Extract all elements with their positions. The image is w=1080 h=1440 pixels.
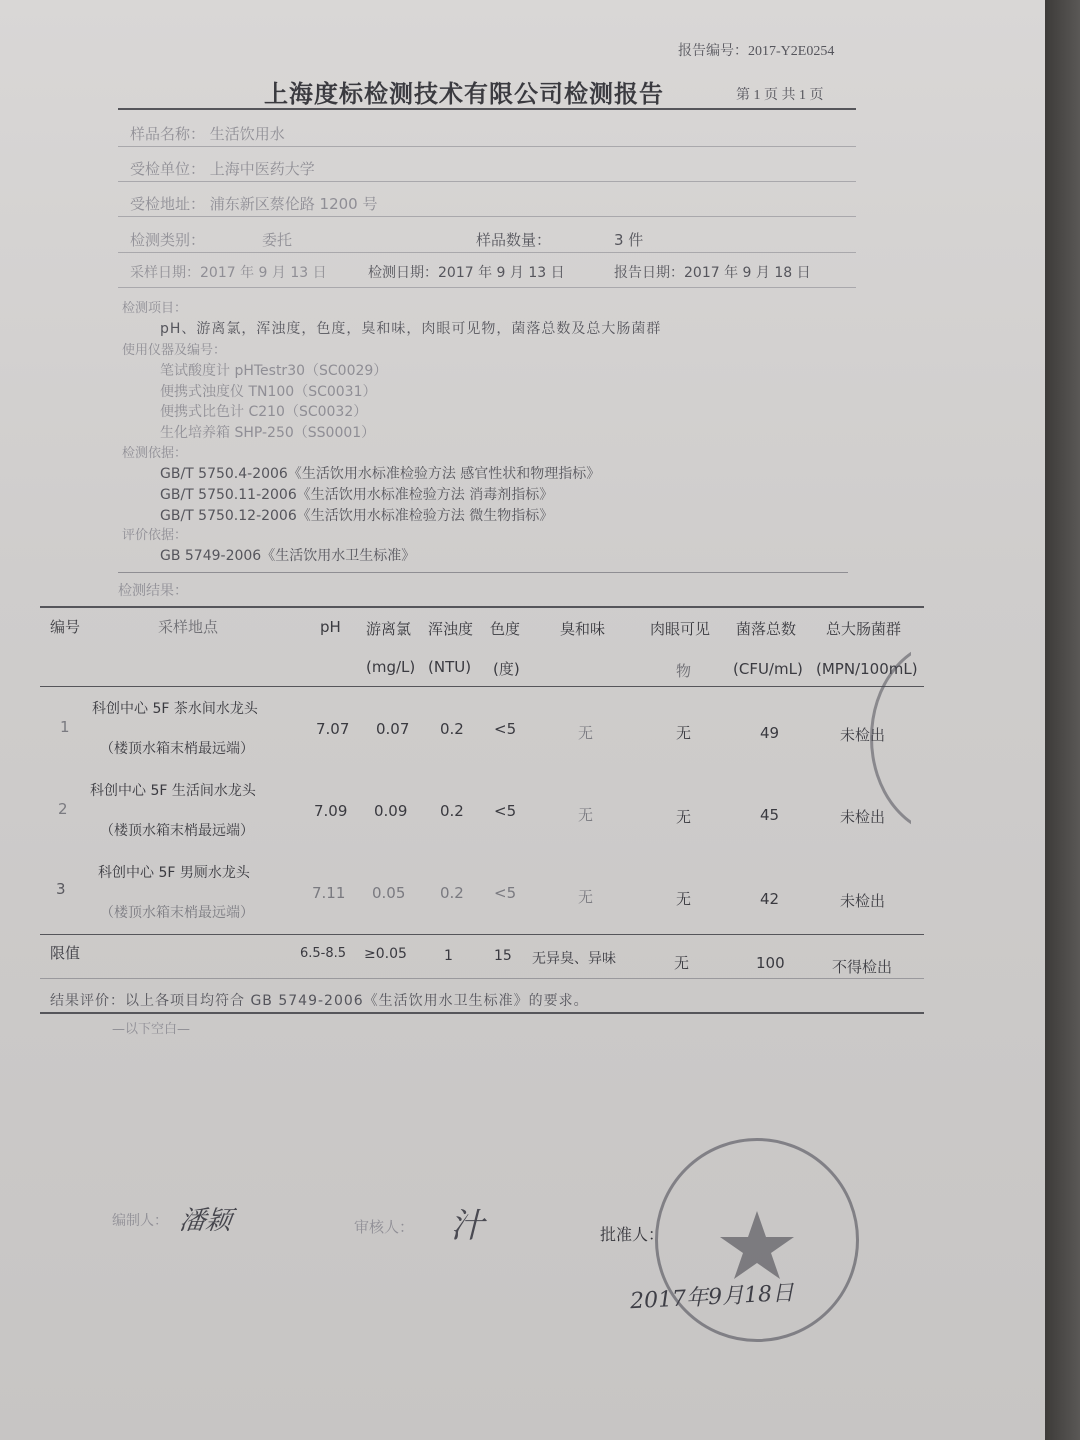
page-info: 第 1 页 共 1 页 (736, 88, 824, 103)
limit-odor: 无异臭、异味 (532, 951, 616, 967)
row-turbidity: 0.2 (440, 802, 464, 820)
client-name: 受检单位： 上海中医药大学 (130, 160, 315, 178)
approved-label: 批准人： (600, 1225, 665, 1244)
col-odor: 臭和味 (560, 620, 606, 638)
col-chlorine: 游离氯 (366, 620, 412, 638)
method-item: GB/T 5750.12-2006《生活饮用水标准检验方法 微生物指标》 (160, 508, 554, 524)
limit-coliform: 不得检出 (832, 958, 893, 976)
row-no: 2 (58, 800, 68, 818)
row-visible: 无 (676, 724, 692, 742)
row-colony: 42 (760, 890, 780, 908)
evaluation-basis-text: GB 5749-2006《生活饮用水卫生标准》 (160, 548, 416, 564)
items-label: 检测项目： (122, 301, 188, 316)
col-color-unit: (度) (493, 660, 520, 678)
col-turbidity: 浑浊度 (428, 620, 474, 638)
row-ph: 7.07 (316, 720, 350, 738)
row-location-note: （楼顶水箱末梢最远端） (100, 741, 254, 757)
row-ph: 7.11 (312, 884, 346, 902)
reviewed-label: 审核人： (354, 1218, 415, 1236)
sample-qty-label: 样品数量： (476, 231, 552, 249)
methods-label: 检测依据： (122, 446, 188, 461)
row-location-note: （楼顶水箱末梢最远端） (100, 905, 254, 921)
company-seal (655, 1138, 859, 1342)
items-text: pH、游离氯，浑浊度，色度，臭和味，肉眼可见物，菌落总数及总大肠菌群 (160, 321, 662, 337)
method-item: GB/T 5750.11-2006《生活饮用水标准检验方法 消毒剂指标》 (160, 487, 554, 503)
col-ph: pH (320, 618, 341, 636)
rule (118, 146, 856, 147)
row-location-note: （楼顶水箱末梢最远端） (100, 823, 254, 839)
instruments-label: 使用仪器及编号： (122, 343, 227, 358)
conclusion: 结果评价：以上各项目均符合 GB 5749-2006《生活饮用水卫生标准》的要求。 (50, 993, 589, 1009)
limits-label: 限值 (50, 944, 81, 962)
test-type-label: 检测类别： (130, 231, 206, 249)
instrument-item: 便携式比色计 C210（SC0032） (160, 404, 368, 420)
report-number: 报告编号：2017-Y2E0254 (678, 44, 835, 59)
rule (118, 216, 856, 217)
row-color: <5 (494, 720, 517, 738)
row-colony: 45 (760, 806, 780, 824)
client-address: 受检地址： 浦东新区蔡伦路 1200 号 (130, 195, 378, 213)
row-location: 科创中心 5F 生活间水龙头 (90, 783, 256, 799)
limits-top-rule (40, 934, 924, 935)
row-color: <5 (494, 884, 517, 902)
sample-qty-value: 3 件 (614, 231, 644, 249)
prepared-signature: 潘颖 (177, 1206, 234, 1236)
rule (118, 572, 848, 573)
col-coliform: 总大肠菌群 (826, 620, 902, 638)
sample-name: 样品名称： 生活饮用水 (130, 125, 285, 143)
prepared-label: 编制人： (112, 1213, 168, 1229)
limit-color: 15 (494, 948, 512, 964)
limits-bottom-rule (40, 978, 924, 979)
company-seal-partial (870, 640, 1026, 836)
row-turbidity: 0.2 (440, 884, 464, 902)
report-date: 报告日期：2017 年 9 月 18 日 (614, 265, 811, 281)
instrument-item: 笔试酸度计 pHTestr30（SC0029） (160, 363, 388, 379)
row-odor: 无 (578, 724, 594, 742)
col-visible: 肉眼可见 (650, 620, 711, 638)
row-ph: 7.09 (314, 802, 348, 820)
row-no: 3 (56, 880, 66, 898)
row-location: 科创中心 5F 茶水间水龙头 (92, 701, 258, 717)
table-top-rule (40, 606, 924, 608)
row-location: 科创中心 5F 男厕水龙头 (98, 865, 250, 881)
row-chlorine: 0.07 (376, 720, 410, 738)
row-color: <5 (494, 802, 517, 820)
limit-colony: 100 (756, 954, 785, 972)
row-visible: 无 (676, 808, 692, 826)
col-visible-2: 物 (676, 662, 692, 680)
test-type-value: 委托 (262, 231, 293, 249)
evaluation-basis-label: 评价依据： (122, 528, 188, 543)
rule (118, 252, 856, 253)
col-no: 编号 (50, 618, 81, 636)
row-chlorine: 0.09 (374, 802, 408, 820)
header-rule (40, 686, 924, 687)
col-color: 色度 (490, 620, 521, 638)
limit-ph: 6.5-8.5 (300, 946, 347, 961)
limit-chlorine: ≥0.05 (364, 946, 407, 962)
reviewed-signature: 汁 (450, 1206, 484, 1246)
blank-note: —以下空白— (112, 1022, 191, 1037)
report-title: 上海度标检测技术有限公司检测报告 (264, 80, 664, 108)
col-coliform-unit: (MPN/100mL) (816, 660, 918, 678)
instrument-item: 生化培养箱 SHP-250（SS0001） (160, 425, 376, 441)
col-turbidity-unit: (NTU) (428, 658, 472, 676)
sampling-date: 采样日期：2017 年 9 月 13 日 (130, 265, 327, 281)
method-item: GB/T 5750.4-2006《生活饮用水标准检验方法 感官性状和物理指标》 (160, 466, 601, 482)
row-odor: 无 (578, 806, 594, 824)
seal-star-icon (658, 1141, 856, 1339)
row-colony: 49 (760, 724, 780, 742)
limit-turbidity: 1 (444, 948, 453, 964)
results-label: 检测结果： (118, 583, 188, 599)
approval-date: 2017年9月18日 (629, 1280, 795, 1315)
row-chlorine: 0.05 (372, 884, 406, 902)
col-chlorine-unit: (mg/L) (366, 658, 416, 676)
row-odor: 无 (578, 888, 594, 906)
col-location: 采样地点 (158, 618, 219, 636)
row-visible: 无 (676, 890, 692, 908)
row-coliform: 未检出 (840, 892, 886, 910)
limit-visible: 无 (674, 954, 690, 972)
row-coliform: 未检出 (840, 808, 886, 826)
row-no: 1 (60, 718, 70, 736)
rule (118, 287, 856, 288)
test-date: 检测日期：2017 年 9 月 13 日 (368, 265, 565, 281)
conclusion-rule (40, 1012, 924, 1014)
col-colony-unit: (CFU/mL) (733, 660, 803, 678)
background-edge (1045, 0, 1080, 1440)
row-turbidity: 0.2 (440, 720, 464, 738)
instrument-item: 便携式浊度仪 TN100（SC0031） (160, 384, 377, 400)
rule (118, 181, 856, 182)
col-colony: 菌落总数 (736, 620, 797, 638)
row-coliform: 未检出 (840, 726, 886, 744)
title-rule (118, 108, 856, 110)
